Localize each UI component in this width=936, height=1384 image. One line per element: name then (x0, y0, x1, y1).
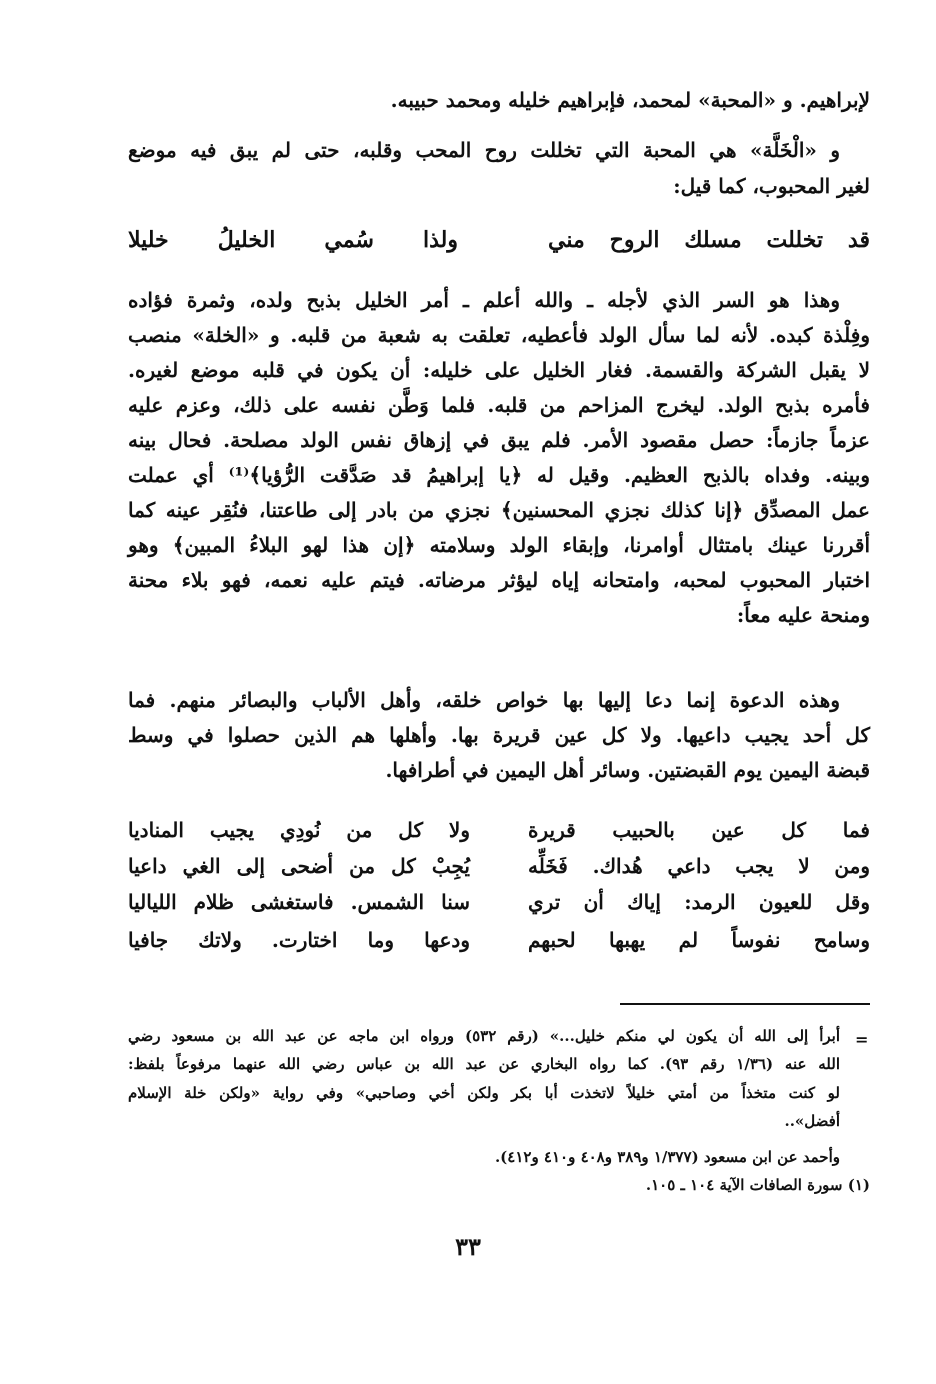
verse-hemistich: سنا الشمس. فاستغشى ظلام اللياليا (128, 890, 470, 914)
continuation-mark: = (855, 1030, 869, 1049)
verse-hemistich: فما كل عين بالحبيب قريرة (528, 818, 870, 842)
line: فأمره بذبح الولد. ليخرج المزاحم من قلبه. فلما وَطَّن نفسه على ذلك، وعزم عليه (128, 393, 870, 417)
verse-hemistich: ودعها وما اختارت. ولاتك جافيا (128, 928, 470, 952)
line: لغير المحبوب، كما قيل: (673, 174, 870, 198)
line: وفِلْذة كبده. لأنه لما سأل الولد فأعطيه، تعلقت به شعبة من قلبه. و «الخلة» منصب (128, 323, 870, 347)
verse-hemistich: وسامح نفوساً لم يهبها لحبهم (528, 928, 870, 952)
line: ومنحة عليه معاً: (736, 603, 870, 627)
line: لإبراهيم. و «المحبة» لمحمد، فإبراهيم خليله ومحمد حبيبه. (390, 88, 870, 112)
footnote-divider (620, 1003, 870, 1005)
line: عزماً جازماً: حصل مقصود الأمر. فلم يبق في إزهاق نفس الولد مصلحة. فحال بينه (128, 428, 870, 452)
verse-hemistich: يُجِبْ كل من أضحى إلى الغي داعيا (128, 854, 470, 878)
footnote-line: أبرأ إلى الله أن يكون لي منكم خليل...» (رقم ٥٣٢) ورواه ابن ماجه عن عبد الله بن مسعود رضي (128, 1027, 840, 1045)
line: قبضة اليمين يوم القبضتين. وسائر أهل اليمين في أطرافها. (385, 758, 870, 782)
verse-hemistich: ومن لا يجب داعي هُداك. فَخَلِّه (528, 854, 870, 878)
line: أقررنا عينك بامتثال أوامرنا، وإبقاء الولد وسلامته ﴿إن هذا لهو البلاءُ المبين﴾ وهو (128, 533, 870, 557)
footnote-line: (١) سورة الصافات الآية ١٠٤ ـ ١٠٥. (645, 1176, 870, 1194)
footnote-line: لو كنت متخذاً من أمتي خليلاً لاتخذت أبا بكر ولكن أخي وصاحبي» وفي رواية «ولكن خلة الإسلام (128, 1084, 840, 1102)
page-number: ٣٣ (455, 1232, 481, 1261)
line: لا يقبل الشركة والقسمة. فغار الخليل على خليله: أن يكون في قلبه موضع لغيره. (128, 358, 870, 382)
verse-hemistich: ولذا سُمي الخليلُ خليلا (128, 227, 458, 253)
line: كل أحد يجيب داعيها. ولا كل عين قريرة بها. وأهلها هم الذين حصلوا في وسط (128, 723, 870, 747)
footnote-line: أفضل».. (784, 1112, 840, 1130)
line: وبينه. وفداه بالذبح العظيم. وقيل له ﴿يا إبراهيمُ قد صَدَّقت الرُّؤيا﴾⁽¹⁾ أي عملت (128, 463, 870, 487)
footnote-line: الله عنه (١/٣٦ رقم ٩٣). كما رواه البخاري عن عبد الله بن عباس رضي الله عنهما مرفوعاً بلفظ: (128, 1055, 841, 1073)
verse-hemistich: وقل للعيون الرمد: إياك أن تري (528, 890, 870, 914)
line: اختبار المحبوب لمحبه، وامتحانه إياه ليؤثر مرضاته. فيتم عليه نعمه، فهو بلاء محنة (128, 568, 870, 592)
line: و «الْخَلَّة» هي المحبة التي تخللت روح المحب وقلبه، حتى لم يبق فيه موضع (128, 138, 840, 162)
verse-hemistich: ولا كل من نُودِي يجيب المناديا (128, 818, 470, 842)
line: وهذه الدعوة إنما دعا إليها بها خواص خلقه، وأهل الألباب والبصائر منهم. فما (128, 688, 840, 712)
line: عمل المصدِّق ﴿إنا كذلك نجزي المحسنين﴾ نجزي من بادر إلى طاعتنا، فنُقِر عينه كما (128, 498, 870, 522)
verse-hemistich: قد تخللت مسلك الروح مني (548, 227, 870, 253)
line: وهذا هو السر الذي لأجله ـ والله أعلم ـ أمر الخليل بذبح ولده، وثمرة فؤاده (128, 288, 840, 312)
footnote-line: وأحمد عن ابن مسعود (١/٣٧٧ و٣٨٩ و٤٠٨ و٤١٠ و٤١٢). (494, 1148, 840, 1166)
